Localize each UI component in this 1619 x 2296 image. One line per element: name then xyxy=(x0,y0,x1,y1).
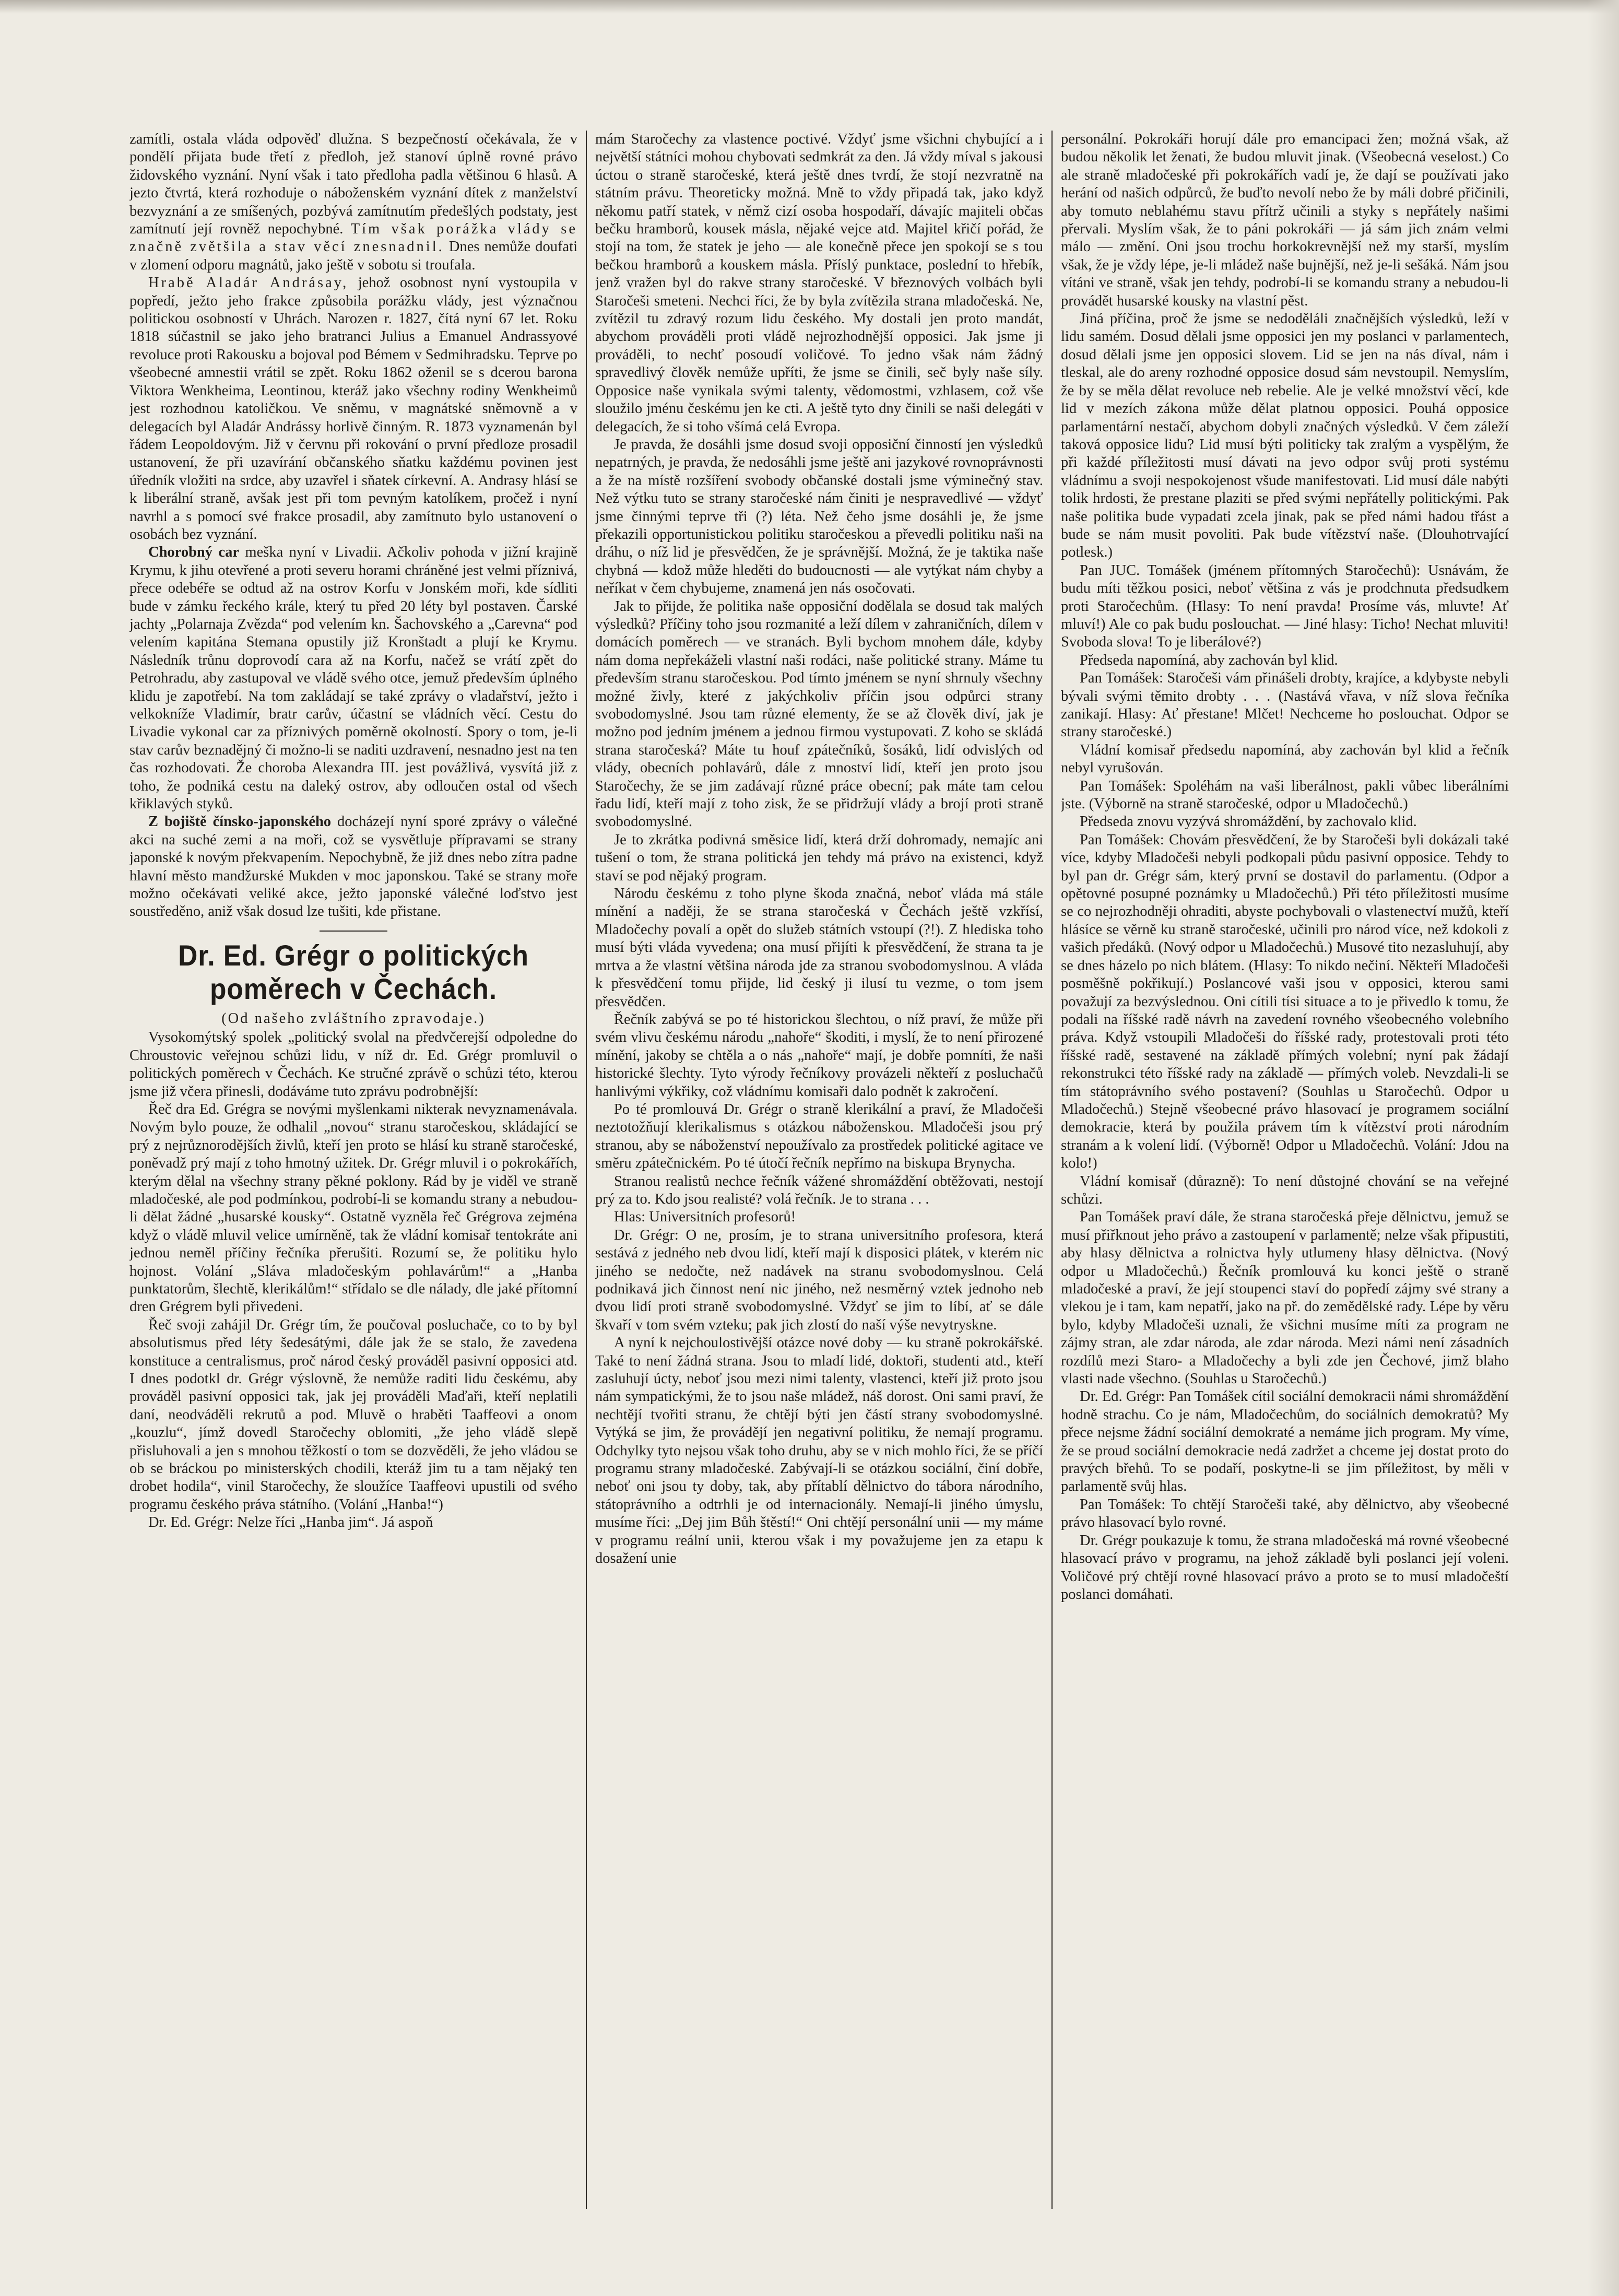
paragraph: Je pravda, že dosáhli jsme dosud svoji opposiční činností jen výsledků nepatrných, je pravda, že nedosáhli jsme ještě ani jazykové rovnoprávnosti a že na místě rozšíření svobody občanské dostali jsme výminečný stav. Než výtku tuto se strany staročeské nám činiti je nespravedlivé — vždyť jsme činnými teprve tři (?) léta. Než čeho jsme dosáhli je, že jsme překazili opportunistickou politiku staročeskou a převedli politiku naši na dráhu, o níž lid je přesvědčen, že je správnější. Možná, že je taktika naše chybná — kdož může hleděti do budoucnosti — ale vytýkat nám chyby a neříkat v čem chybujeme, znamená jen nás osočovati. xyxy=(595,436,1043,597)
paragraph: Pan Tomášek: To chtějí Staročeši také, aby dělnictvo, aby všeobecné právo hlasovací bylo rovné. xyxy=(1061,1496,1509,1531)
paragraph xyxy=(129,274,577,544)
paragraph: A nyní k nejchoulostivější otázce nové doby — ku straně pokrokářské. Také to není žádná strana. Jsou to mladí lidé, doktoři, studenti atd., kteří zasluhují úcty, neboť jsou mezi nimi talenty, vlastenci, kteří již proto jsou nám sympatickými, že to jsou naše mládež, náš dorost. Oni sami praví, že nechtějí tvořiti stranu, že chtějí býti jen částí strany svobodomyslné. Vytýká se jim, že provádějí jen negativní politiku, že nemají programu. Odchylky tyto nejsou však toho druhu, aby se v nich mohlo říci, že se příčí programu strany mladočeské. Zabývají-li se otázkou sociální, činí dobře, neboť oni jsou ty doby, tak, aby přítablí dělnictvo do tábora národního, státoprávního a odtrhli je od internacionály. Nemají-li jiného úmyslu, musíme říci: „Dej jim Bůh štěstí!“ Oni chtějí personální unii — my máme v programu reální unii, kterou však i my považujeme jen za etapu k dosažení unie xyxy=(595,1335,1043,1567)
paragraph-text: docházejí nyní sporé zprávy o válečné akci na suché zemi a na moři, což se vysvětluje přípravami se strany japonské k novým překvapením. Nepochybně, že již dnes nebo zítra padne hlavní město mandžurské Mukden v moc japonskou. Také se strany moře možno očekávati veliké akce, ježto japonské válečné loďstvo jest soustředěno, aniž však dosud lze tušiti, kde přistane. xyxy=(129,814,577,920)
paragraph: Pan Tomášek praví dále, že strana staročeská přeje dělnictvu, jemuž se musí přiřknout jeho právo a zastoupení v parlamentě; nelze však připustiti, aby hlasy dělnictva a rolnictva hyly utlumeny hlasy dělnictva. (Nový odpor u Mladočechů.) Řečník promlouvá ku konci ještě o straně mladočeské a praví, že její stoupenci staví do popředí zájmy své strany a vlekou je i tam, kam nepatří, jako na př. do zemědělské rady. Lépe by věru bylo, kdyby Mladočeši uznali, že všichni musíme míti za program ne zájmy stran, ale zdar národa, ale zdar národa. Mezi námi není zásadních rozdílů mezi Staro- a Mladočechy a byli zde jen Čechové, jimž blaho vlasti nade všechno. (Souhlas u Staročechů.) xyxy=(1061,1209,1509,1387)
paragraph-text: meška nyní v Livadii. Ačkoliv pohoda v jižní krajině Krymu, k jihu otevřené a proti severu horami chráněné jest velmi příznivá, přece odebéře se odtud až na ostrov Korfu v Jonském moři, kde sídliti bude v zámku řeckého krále, který tu před 20 léty byl postaven. Čarské jachty „Polarnaja Zvězda“ pod velením kn. Šachovského a „Carevna“ pod velením kapitána Stemana opustily již Kronštadt a plují ke Krymu. Následník trůnu doprovodí cara až na Korfu, načež se vrátí zpět do Petrohradu, aby zastupoval ve vládě svého otce, jemuž především úplného klidu je zapotřebí. Na tom zakládají se také zprávy o vladařství, ježto i velkokníže Vladimír, bratr carův, účastní se vládních věcí. Cestu do Livadie vykonal car za příznivých poměrně okolností. Spory o tom, je-li stav carův beznadějný či možno-li se naditi uzdravení, nesnadno jest na ten čas rozhodovati. Že choroba Alexandra III. jest povážlivá, vysvítá již z toho, že podniká cestu na daleký ostrov, aby odloučen ostal od všech křiklavých styků. xyxy=(129,544,577,813)
scan-edge-right xyxy=(1588,0,1619,2296)
paragraph: Stranou realistů nechce řečník vážené shromáždění obtěžovati, nestojí prý za to. Kdo jsou realisté? volá řečník. Je to strana . . . xyxy=(595,1173,1043,1207)
paragraph xyxy=(129,131,577,274)
paragraph: Je to zkrátka podivná směsice lidí, která drží dohromady, nemajíc ani tušení o tom, že strana politická jen tehdy má právo na existenci, když staví se pod nějaký program. xyxy=(595,831,1043,884)
paragraph: Jiná příčina, proč že jsme se nedoděláli značnějších výsledků, leží v lidu samém. Dosud dělali jsme opposici jen my poslanci v parlamentech, dosud dělali jsme jen opposici slovem. Lid se jen na nás díval, nám i tleskal, ale do areny rozhodné opposice dosud sám nevstoupil. Nemyslím, že by se měla dělat revoluce neb rebelie. Ale je velké množství věcí, kde lid v mezích zákona může dělat platnou opposici. Pouhá opposice parlamentární nestačí, abychom dobyli značných výsledků. V čem záleží taková opposice lidu? Lid musí býti politicky tak zralým a vyspělým, že při každé příležitosti musí dávati na jevo odpor svůj proti systému vládnímu a svoji nespokojenost všude manifestovati. Lid musí dále nabýti tolik hrdosti, že prestane plaziti se před svými nepřátelly politickými. Pak naše politika bude vypadati zcela jinak, pak se před námi hadou třást a bude se nám musit povoliti. Pak bude vítězství naše. (Dlouhotrvající potlesk.) xyxy=(1061,311,1509,561)
paragraph: mám Staročechy za vlastence poctivé. Vždyť jsme všichni chybující a i největší státníci mohou chybovati sedmkrát za den. Já vždy míval s jakousi úctou o straně staročeské, která ještě dnes tvrdí, že stojí nezvratně na státním právu. Theoreticky možná. Mně to vždy připadá tak, jako když někomu patří statek, v němž cizí osoba hospodaří, dávajíc majiteli občas bečku hramborů, kousek másla, nějaké vejce atd. Majitel křičí pořád, že stojí na tom, že statek je jeho — ale konečně přece jen spokojí se s tou bečkou hramborů a kouskem másla. Příslý punktace, poslední to hřebík, jenž vražen byl do rakve strany staročeské. V březnových volbách byli Staročeši smeteni. Nechci říci, že by byla zvítězila strana mladočeská. Ne, zvítězil tu zdravý rozum lidu českého. My dostali jen proto mandát, abychom prováděli proti vládě nejrozhodnější opposici. Jak jsme ji prováděli, to nechť posoudí voličové. To jedno však nám žádný spravedlivý člověk nemůže upříti, že jsme se činili, seč byly naše síly. Opposice naše vynikala svými talenty, vědomostmi, vzhlasem, což vše sloužilo jménu českému jen ke cti. A ještě tyto dny činili se naši delegáti v delegacích, že si toho všímá celá Evropa. xyxy=(595,131,1043,435)
paragraph: Řeč svoji zahájil Dr. Grégr tím, že poučoval posluchače, co to by byl absolutismus před léty šedesátými, dále jak že se stalo, že zavedena konstituce a centralismus, proč národ český prováděl pasivní opposici atd. I dnes podotkl dr. Grégr výslovně, že nemůže raditi lidu českému, aby prováděl pasivní opposici tak, jak jej prováděli Maďaři, kteří neplatili daní, neodváděli rekrutů a pod. Mluvě o hraběti Taaffeovi a onom „kouzlu“, jímž dovedl Staročechy oblomiti, „že jeho vládě slepě přisluhovali a jen s mnohou těžkostí o tom se dozvěděli, že jeho vládou se ob se bráckou po ministerských chodili, kteráž jim tu a tam nějaký ten drobet hodila“, vinil Staročechy, že sloužíce Taaffeovi upustili od svého programu českého práva státního. (Volání „Hanba!“) xyxy=(129,1316,577,1513)
paragraph: Pan JUC. Tomášek (jménem přítomných Staročechů): Usnávám, že budu míti těžkou posici, neboť většina z vás je prodchnuta předsudkem proti Staročechům. (Hlasy: To není pravda! Prosíme vás, mluvte! Ať mluví!) Ale co pak budu poslouchat. — Jiné hlasy: Ticho! Nechat mluviti! Svoboda slova! To je liberálové?) xyxy=(1061,562,1509,651)
article-subtitle: (Od našeho zvláštního zpravodaje.) xyxy=(221,1010,486,1027)
paragraph: Dr. Grégr poukazuje k tomu, že strana mladočeská má rovné všeobecné hlasovací právo v programu, na jehož základě byli poslanci její voleni. Voličové prý chtějí rovné hlasovací právo a proto se to musí mladočeští poslanci domáhati. xyxy=(1061,1532,1509,1603)
column-2 xyxy=(595,131,1043,2209)
spaced-text: Tím však porážka vlády se značně zvětšila a stav věcí znesnadnil. xyxy=(129,221,577,255)
paragraph: personální. Pokrokáři horují dále pro emancipaci žen; možná však, až budou několik let ženati, že budou mluvit jinak. (Všeobecná veselost.) Co ale straně mladočeské při pokrokářích vadí je, že dají se používati jako herání od našich odpůrců, že buďto nevolí nebo že by máli dobré přičinili, aby tomuto neblahému stavu přítrž učinili a styky s nepřátely našimi přervali. Myslím však, že to páni pokrokáři — já sám jich znám velmi málo — změní. Oni jsou trochu horkokrevnější než my starší, myslím však, že je vždy lépe, je-li mládež naše bujnější, než je-li sešáká. Nám jsou vítáni ve straně, však jen tehdy, podrobí-li se komandu strany a nebudou-li provádět husarské kousky na vlastní pěst. xyxy=(1061,131,1509,309)
paragraph: Předseda napomíná, aby zachován byl klid. xyxy=(1080,652,1338,668)
paragraph: Řeč dra Ed. Grégra se novými myšlenkami nikterak nevyznamenávala. Novým bylo pouze, že odhalil „novou“ stranu staročeskou, skládající se prý z nejrůznorodějších živlů, kteří jen proto se hlásí ku straně staročeské, poněvadž prý mají z toho hmotný užitek. Dr. Grégr mluvil i o pokrokářích, kterým dělal na všechny strany pěkné poklony. Rád by je viděl ve straně mladočeské, ale pod podmínkou, podrobí-li se komandu strany a nebudou-li dělat žádné „husarské kousky“. Ostatně vyzněla řeč Grégrova zejména když o vládě mluvil velice umírněně, tak že vládní komisař tentokráte ani jednou neměl příčiny řečníka přerušiti. Rozumí se, že politiku hylo hojnost. Volání „Sláva mladočeským pohlavárům!“ a „Hanba punktatorům, šlechtě, klerikálům!“ střídalo se dle nálady, dle jaké přítomní dren Grégrem byli přivedeni. xyxy=(129,1101,577,1315)
article-title: Dr. Ed. Grégr o politických poměrech v Čechách. xyxy=(178,938,529,1005)
column-1 xyxy=(129,131,577,2209)
paragraph: Pan Tomášek: Spoléhám na vaši liberálnost, pakli vůbec liberálními jste. (Výborně na straně staročeské, odpor u Mladočechů.) xyxy=(1061,778,1509,813)
spaced-name: Hrabě Aladár Andrásay, xyxy=(148,275,349,291)
paragraph: Vysokomýtský spolek „politický svolal na předvčerejší odpoledne do Chroustovic veřejnou schůzi lidu, v níž dr. Ed. Grégr promluvil o politických poměrech v Čechách. Ke stručné zprávě o schůzi této, kterou jsme již včera přinesli, dodáváme tuto zprávu podrobnější: xyxy=(129,1029,577,1100)
section-divider xyxy=(320,931,387,932)
column-3 xyxy=(1061,131,1509,2209)
paragraph: Dr. Ed. Grégr: Nelze říci „Hanba jim“. Já aspoň xyxy=(148,1514,433,1531)
paragraph: Po té promlouvá Dr. Grégr o straně klerikální a praví, že Mladočeši neztotožňují klerikalismus s otázkou náboženskou. Mladočeši jsou prý stranou, aby se náboženství nepoužívalo za prostředek politické agitace ve směru zpátečnickém. Po té útočí řečník nepřímo na biskupa Brynycha. xyxy=(595,1101,1043,1172)
scan-edge-top xyxy=(0,0,1619,14)
paragraph-text: zamítli, ostala vláda odpověď dlužna. S bezpečností očekávala, že v pondělí přijata bude třetí z předloh, jež stanoví úplně rovné právo židovského vyznání. Nyní však i tato předloha padla většinou 6 hlasů. A jezto čtvrtá, která rozhoduje o náboženském vyznání dítek z manželství bezvyznání a ze smíšených, pozbývá zamítnutím předešlých podstaty, jest zamítnutí její rovněž nepochybné. xyxy=(129,131,577,238)
paragraph-text: jehož osobnost nyní vystoupila v popředí, ježto jeho frakce způsobila porážku vlády, jest význačnou politickou osobností v Uhrách. Narozen r. 1827, čítá nyní 67 let. Roku 1818 súčastnil se jako jeho bratranci Julius a Emanuel Andrassyové revoluce proti Rakousku a bojoval pod Bémem v Sedmihradsku. Teprve po všeobecné amnestii vrátil se zpět. Roku 1862 oženil se s dcerou barona Viktora Wenkheima, Leontinou, kteráž jako všechny rodiny Wenkheimů jest rozhodnou katoličkou. Ve sněmu, v magnátské sněmovně a v delegacích byl Aladár Andrássy horlivě činným. R. 1873 vyznamenán byl řádem Leopoldovým. Již v červnu při rokování o první předloze prosadil ustanovení, že při uzavírání občanského sňatku každému povinen jest úředník vložiti na srdce, aby uzavřel i sňatek církevní. A. Andrasy hlásí se k liberální straně, avšak jest při tom pevným katolíkem, pročež i nyní navrhl a s pomocí své frakce prosadil, aby zamítnuto bylo ustanovení o osobách bez vyznání. xyxy=(129,275,577,543)
paragraph: Vládní komisař (důrazně): To není důstojné chování se na veřejné schůzi. xyxy=(1061,1173,1509,1207)
paragraph xyxy=(129,813,577,921)
paragraph: Jak to přijde, že politika naše opposiční dodělala se dosud tak malých výsledků? Příčiny toho jsou rozmanité a leží dílem v zahraničních, dílem v domácích poměrech — ve stranách. Byli bychom mnohem dále, kdyby nám doma nepřekáželi vlastní naši rodáci, naše politické strany. Máme tu především stranu staročeskou. Pod tímto jménem se nyní shrnuly všechny možné živly, které z jakýchkoliv příčin jsou odpůrci strany svobodomyslné. Jsou tam různé elementy, že se až člověk diví, jak je možno pod jedním jménem a jednou firmou vystupovati. Z koho se skládá strana staročeská? Máte tu houf zpátečníků, šosáků, lidí odvislých od vlády, obecních pohlavárů, dále z mnoství lidí, kteří jen proto jsou Staročechy, že se jim zadávají různé práce obecní; pak máte tam celou řadu lidí, kteří mají z toho zisk, že se přidržují vlády a brojí proti straně svobodomyslné. xyxy=(595,598,1043,830)
column-rule xyxy=(1051,131,1053,2209)
paragraph: Dr. Ed. Grégr: Pan Tomášek cítil sociální demokracii námi shromáždění hodně strachu. Co je nám, Mladočechům, do sociálních demokratů? My přece nejsme žádní sociální demokraté a nemáme jich program. My víme, že se proud sociální demokracie nedá zadržet a chceme jej dostat proto do pravých břehů. To se podaří, poskytne-li se jim příležitost, by měli v parlamentě svůj hlas. xyxy=(1061,1388,1509,1495)
run-in-heading: Z bojiště čínsko-japonského xyxy=(148,814,332,830)
paragraph-text: Dnes nemůže doufati v zlomení odporu magnátů, jako ještě v sobotu si troufala. xyxy=(129,239,577,273)
paragraph: Předseda znovu vyzývá shromáždění, by zachovalo klid. xyxy=(1080,814,1417,830)
column-rule xyxy=(586,131,587,2209)
paragraph: Pan Tomášek: Chovám přesvědčení, že by Staročeši byli dokázali také více, kdyby Mladočeši nebyli podkopali půdu pasivní opposice. Tehdy to byl pan dr. Grégr sám, který první se dostavil do parlamentu. (Odpor a opětovné posupné poznámky u Mladočechů.) Při této příležitosti musíme se co nejrozhodněji ohraditi, abyste pochybovali o vlastenectví mužů, kteří hlásíce se věrně ku straně staročeské, učinili pro národ více, než kdokoli z vašich předáků. (Nový odpor u Mladočechů.) Musové tito nezasluhují, aby se dnes házelo po nich blátem. (Hlasy: To nikdo nečiní. Někteří Mladočeši posměšně pokřikují.) Poslancové vaši jsou v opposici, kterou sami považují za bezvýslednou. Oni cítili tísi situace a to je přivedlo k tomu, že podali na říšské radě návrh na zavedení rovného všeobecného volebního práva. Když vstoupili Mladočeši do říšské rady, protestovali proti této říšské radě, sestavené na základě přímých volební; nyní pak žádají rekonstrukci této říšské rady na základě — přímých voleb. Nevzdali-li se tím státoprávního svého postavení? (Souhlas u Staročechů. Odpor u Mladočechů.) Stejně všeobecné právo hlasovací je programem sociální demokracie, která by použila právem tím k vítězství proti národním stranám a k volení lidí. (Výborně! Odpor u Mladočechů. Volání: Jdou na kolo!) xyxy=(1061,831,1509,1172)
paragraph: Národu českému z toho plyne škoda značná, neboť vláda má stále mínění a naději, že se strana staročeská v Čechách ještě vzkřísí, Mladočechy povalí a opět do služeb státních vstoupí (?!). Z hlediska toho musí býti vláda vyvedena; ona musí přijíti k přesvědčení, že strana ta je mrtva a že vlastní většina národa jde za stranou svobodomyslnou. A vláda k přesvědčení tomu přijde, lid český ji ilusí tu vezme, o tom jsem přesvědčen. xyxy=(595,886,1043,1010)
paragraph: Hlas: Universitních profesorů! xyxy=(614,1209,796,1226)
paragraph: Vládní komisař předsedu napomíná, aby zachován byl klid a řečník nebyl vyrušován. xyxy=(1061,741,1509,776)
paragraph: Pan Tomášek: Staročeši vám přinášeli drobty, krajíce, a kdybyste nebyli bývali svými těmito drobty . . . (Nastává vřava, v níž slova řečníka zanikají. Hlasy: Ať přestane! Mlčet! Nechceme ho poslouchat. Odpor se strany staročeské.) xyxy=(1061,670,1509,740)
paragraph xyxy=(129,544,577,813)
paragraph: Řečník zabývá se po té historickou šlechtou, o níž praví, že může při svém vlivu českému národu „nahoře“ škoditi, i myslí, že to není přirozené mínění, jakoby se chtěla a o nás „nahoře“ mají, je dobře pomníti, že naši historické šlechty. Tyto výrody řečníkovy provázeli někteří z posluchačů hanlivými výkřiky, což vládnímu komisaři dalo podnět k zakročení. xyxy=(595,1011,1043,1100)
newspaper-page xyxy=(129,131,1529,2209)
run-in-heading: Chorobný car xyxy=(148,544,239,561)
paragraph: Dr. Grégr: O ne, prosím, je to strana universitního profesora, která sestává z jedného neb dvou lidí, kteří mají k disposici plátek, v kterém nic jiného se nedočte, než nadávek na stranu svobodomyslnou. Celá podnikavá jich činnost není nic jiného, než nesměrný vztek jednoho neb dvou lidí proti straně svobodomyslné. Vždyť se jim to líbí, ať se dále škvaří v tom svém vzteku; pak jich zlostí do naší výše nevytryskne. xyxy=(595,1227,1043,1333)
